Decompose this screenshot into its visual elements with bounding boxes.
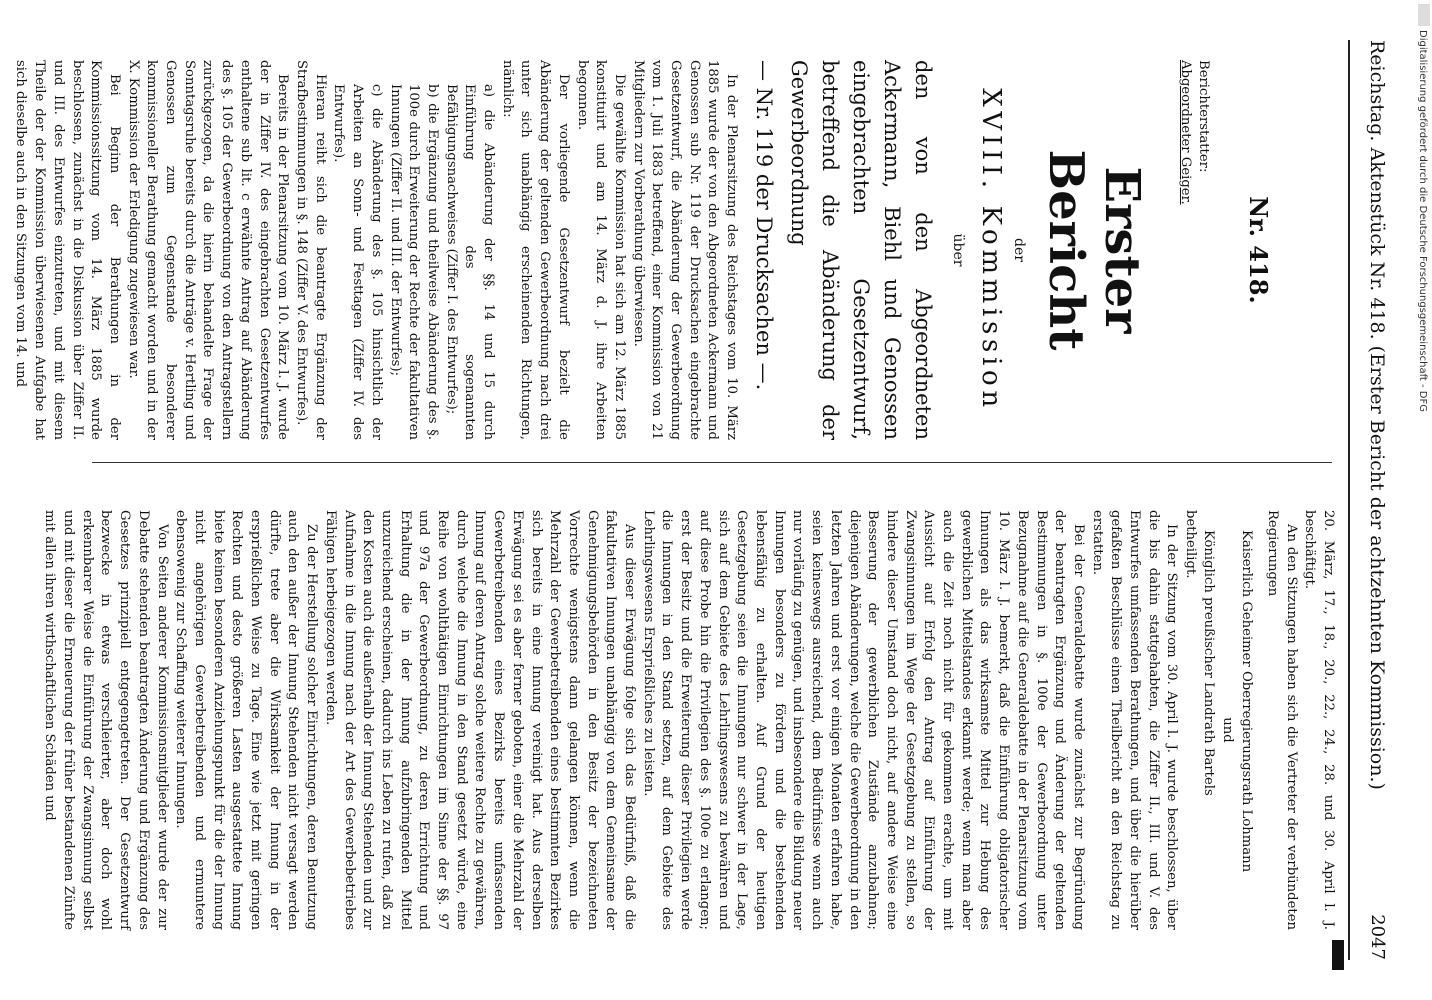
paragraph: In der Sitzung vom 30. April l. J. wurde beschlossen, über die bis dahin stattgehabten, die Ziffer II., III. und V. des Entwurfes umfassenden Berathungen, und über die hierüber gefaßten Beschlüsse einen Theilbericht an den Reichstag zu erstatten. <box>1089 510 1180 930</box>
subject-text: den von den Abgeordneten Ackermann, Biehl und Genossen eingebrachten Gesetzentwurf, betreffend die Abänderung der Gewerbeordnung <box>787 60 936 440</box>
commission-title: XVIII. Kommission <box>975 88 1006 412</box>
paragraph: Bei der Generaldebatte wurde zunächst zur Begründung der beantragten Ergänzung und Änderung der geltenden Bestimmungen in §. 100e der Gewerbeordnung unter Bezugnahme auf die Generaldebatte in der Plenarsitzung vom 10. März l. J. bemerkt, daß die Einführung obligatorischer Innungen als das wirksamste Mittel zur Hebung des gewerblichen Mittelstandes erkannt werde; wenn man aber auch die Zeit noch nicht für gekommen erachte, um mit Aussicht auf Erfolg den Antrag auf Einführung der Zwangsinnungen im Wege der Gesetzgebung zu stellen, so hindere dieser Umstand doch nicht, auf andere Weise eine Besserung der gewerblichen Zustände anzubahnen; diejenigen Abänderungen, welche die Gewerbeordnung in den letzten Jahren und erst vor einigen Monaten erfahren habe, seien keineswegs ausreichend, dem Bedürfnisse wenn auch nur vorläufig zu genügen, und insbesondere die Bildung neuer Innungen besonders zu fördern und die bestehenden lebensfähig zu erhalten. Auf Grund der heutigen Gesetzgebung seien die Innungen nur schwer in der Lage, sich auf dem Gebiete des Lehrlingswesens zu bewähren und auf diese Probe hin die Privilegien des §. 100e zu erlangen; erst der Besitz und die Erweiterung dieser Privilegien werde die Innungen in den Stand setzen, auf dem Gebiete des Lehrlingswesens Ersprießliches zu leisten. <box>640 510 1086 931</box>
column-divider <box>92 462 1332 463</box>
representative-1: Kaiserlich Geheimer Oberregierungsrath Lohmann <box>1239 530 1255 873</box>
report-title: Erster Bericht <box>1038 149 1151 351</box>
running-header <box>1358 40 1392 960</box>
credit-text: Digitalisierung gefördert durch die Deutsche Forschungsgemeinschaft - DFG <box>1417 30 1428 413</box>
paragraph: Der vorliegende Gesetzentwurf bezielt die Abänderung der geltenden Gewerbeordnung nach drei unter sich unabhängig erscheinenden Richtungen, nämlich: <box>499 60 571 440</box>
paragraph: Zu der Herstellung solcher Einrichtungen, deren Benutzung auch den außer der Innung Stehenden nicht versagt werden dürfte, trete aber die Wirksamkeit der Innung in der ersprießlichen Weise zu Tage. Eine wie jetzt mit geringen Rechten und desto größeren Lasten ausgestattete Innung biete keinen besonderen Anziehungspunkt für die der Innung nicht angehörigen Gewerbetreibenden und ermuntere ebensowenig zur Schaffung weiterer Innungen. <box>173 510 320 930</box>
item-list <box>329 60 497 440</box>
document-number: Nr. 418. <box>1244 196 1273 304</box>
scan-mark <box>1332 940 1344 970</box>
paragraph: betheiligt. <box>1183 510 1199 579</box>
header-rule <box>1348 40 1350 960</box>
page-number: 2047 <box>1367 914 1388 960</box>
rapporteur-label: Berichterstatter: <box>1196 60 1212 173</box>
rapporteur-name: Abgeordneter Geiger. <box>1178 60 1194 205</box>
paragraph: Hieran reiht sich die beantragte Ergänzung der Strafbestimmungen in §. 148 (Ziffer V. des Entwurfes). <box>294 60 328 440</box>
list-item: c) die Abänderung des §. 105 hinsichtlich der Arbeiten an Sonn- und Festtagen (Ziffer IV. des Entwurfes). <box>331 84 384 440</box>
paragraph: Bei Beginn der Berathungen in der Kommissionssitzung vom 14. März 1885 wurde beschlossen, zunächst in die Diskussion über Ziffer II. und III. des Entwurfes einzutreten, und mit diesem Theile der der Kommission überwiesenen Aufgabe hat sich dieselbe auch in den Sitzungen vom 14. und <box>13 60 122 440</box>
representative-2: Königlich preußischer Landrath Bartels <box>1201 530 1217 796</box>
title-der: der <box>1011 238 1028 262</box>
representative-und: und <box>1220 717 1236 743</box>
title-ueber: über <box>949 233 966 267</box>
rapporteur-block <box>1176 60 1212 440</box>
paragraph: Aus dieser Erwägung folge sich das Bedürfniß, daß die fakultativen Innungen unabhängig von dem Gemeinsame der Genehmigungsbehörden in den Besitz der bezeichneten Vorrechte wenigstens dann gelangen können, wenn die Mehrzahl der Gewerbetreibenden eines bestimmten Bezirkes sich bereits in eine Innung vereinigt hat. Aus derselben Erwägung sei es aber ferner geboten, einer die Mehrzahl der Gewerbetreibenden eines Bezirks bereits umfassenden Innung auf deren Antrag solche weitere Rechte zu gewähren, durch welche die Innung in den Stand gesetzt würde, eine Reihe von wohlthätigen Einrichtungen im Sinne der §§. 97 und 97a der Gewerbeordnung, zu deren Errichtung und Erhaltung die in der Innung aufzubringenden Mittel unzureichend erscheinen, dadurch ins Leben zu rufen, daß zu den Kosten auch die außerhalb der Innung Stehenden und zur Aufnahme in die Innung nach der Art des Gewerbebetriebes Fähigen herbeigezogen werden. <box>322 510 638 930</box>
header-title: Reichstag. Aktenstück Nr. 418. (Erster Bericht der achtzehnten Kommission.) <box>1366 40 1388 790</box>
digitization-credit <box>1416 30 1430 750</box>
paragraph: Bereits in der Plenarsitzung vom 10. März l. J. wurde der in Ziffer IV. des eingebrachten Gesetzentwurfes enthaltene sub lit. c erwähnte Antrag auf Abänderung des §. 105 der Gewerbeordnung von den Antragstellern zurückgezogen, da die hierin behandelte Frage der Sonntagsruhe bereits durch die Anträge v. Hertling und Genossen zum Gegenstande besonderer kommissioneller Berathung gemacht worden und in der X. Kommission der Erledigung zugewiesen war. <box>125 60 291 440</box>
list-item: a) die Abänderung der §§. 14 und 15 durch Einführung des sogenannten Befähigungsnachweises (Ziffer I. des Entwurfes); <box>443 84 497 440</box>
paragraph: Von Seiten anderer Kommissionsmitglieder wurde der zur Debatte stehenden beantragten Änderung und Ergänzung des Gesetzes prinzipiell entgegengetreten. Der Gesetzentwurf bezwecke in etwas verschleierter, aber doch wohl erkennbarer Weise die Einführung der Zwangsinnung selbst und mit dieser die Erneuerung der früher bestandenen Zünfte mit allen ihren wirthschaftlichen Schäden und <box>42 510 170 930</box>
paragraph: An den Sitzungen haben sich die Vertreter der verbündeten Regierungen <box>1264 510 1299 930</box>
paragraph: 20. März, 17., 18., 20., 22., 24., 28. und 30. April l. J. beschäftigt. <box>1302 510 1336 930</box>
dfg-logo <box>1418 4 1430 26</box>
subject-reference: — Nr. 119 der Drucksachen —. <box>752 60 777 391</box>
paragraph: Die gewählte Kommission hat sich am 12. März 1885 konstituirt und am 14. März d. J. ihre Arbeiten begonnen. <box>574 60 627 440</box>
government-representatives <box>1199 530 1256 930</box>
left-column <box>11 60 1337 440</box>
paragraph: In der Plenarsitzung des Reichstages vom 10. März 1885 wurde der von den Abgeordneten Ackermann und Genossen sub Nr. 119 der Drucksachen eingebrachte Gesetzentwurf, die Abänderung der Gewerbeordnung vom 1. Juli 1883 betreffend, einer Kommission von 21 Mitgliedern zur Vorberathung überwiesen. <box>630 60 740 440</box>
list-item: b) die Ergänzung und theilweise Abänderung des §. 100e durch Erweiterung der Rechte der fakultativen Innungen (Ziffer II. und III. der Entwurfes); <box>387 84 440 440</box>
right-column <box>40 510 1337 930</box>
